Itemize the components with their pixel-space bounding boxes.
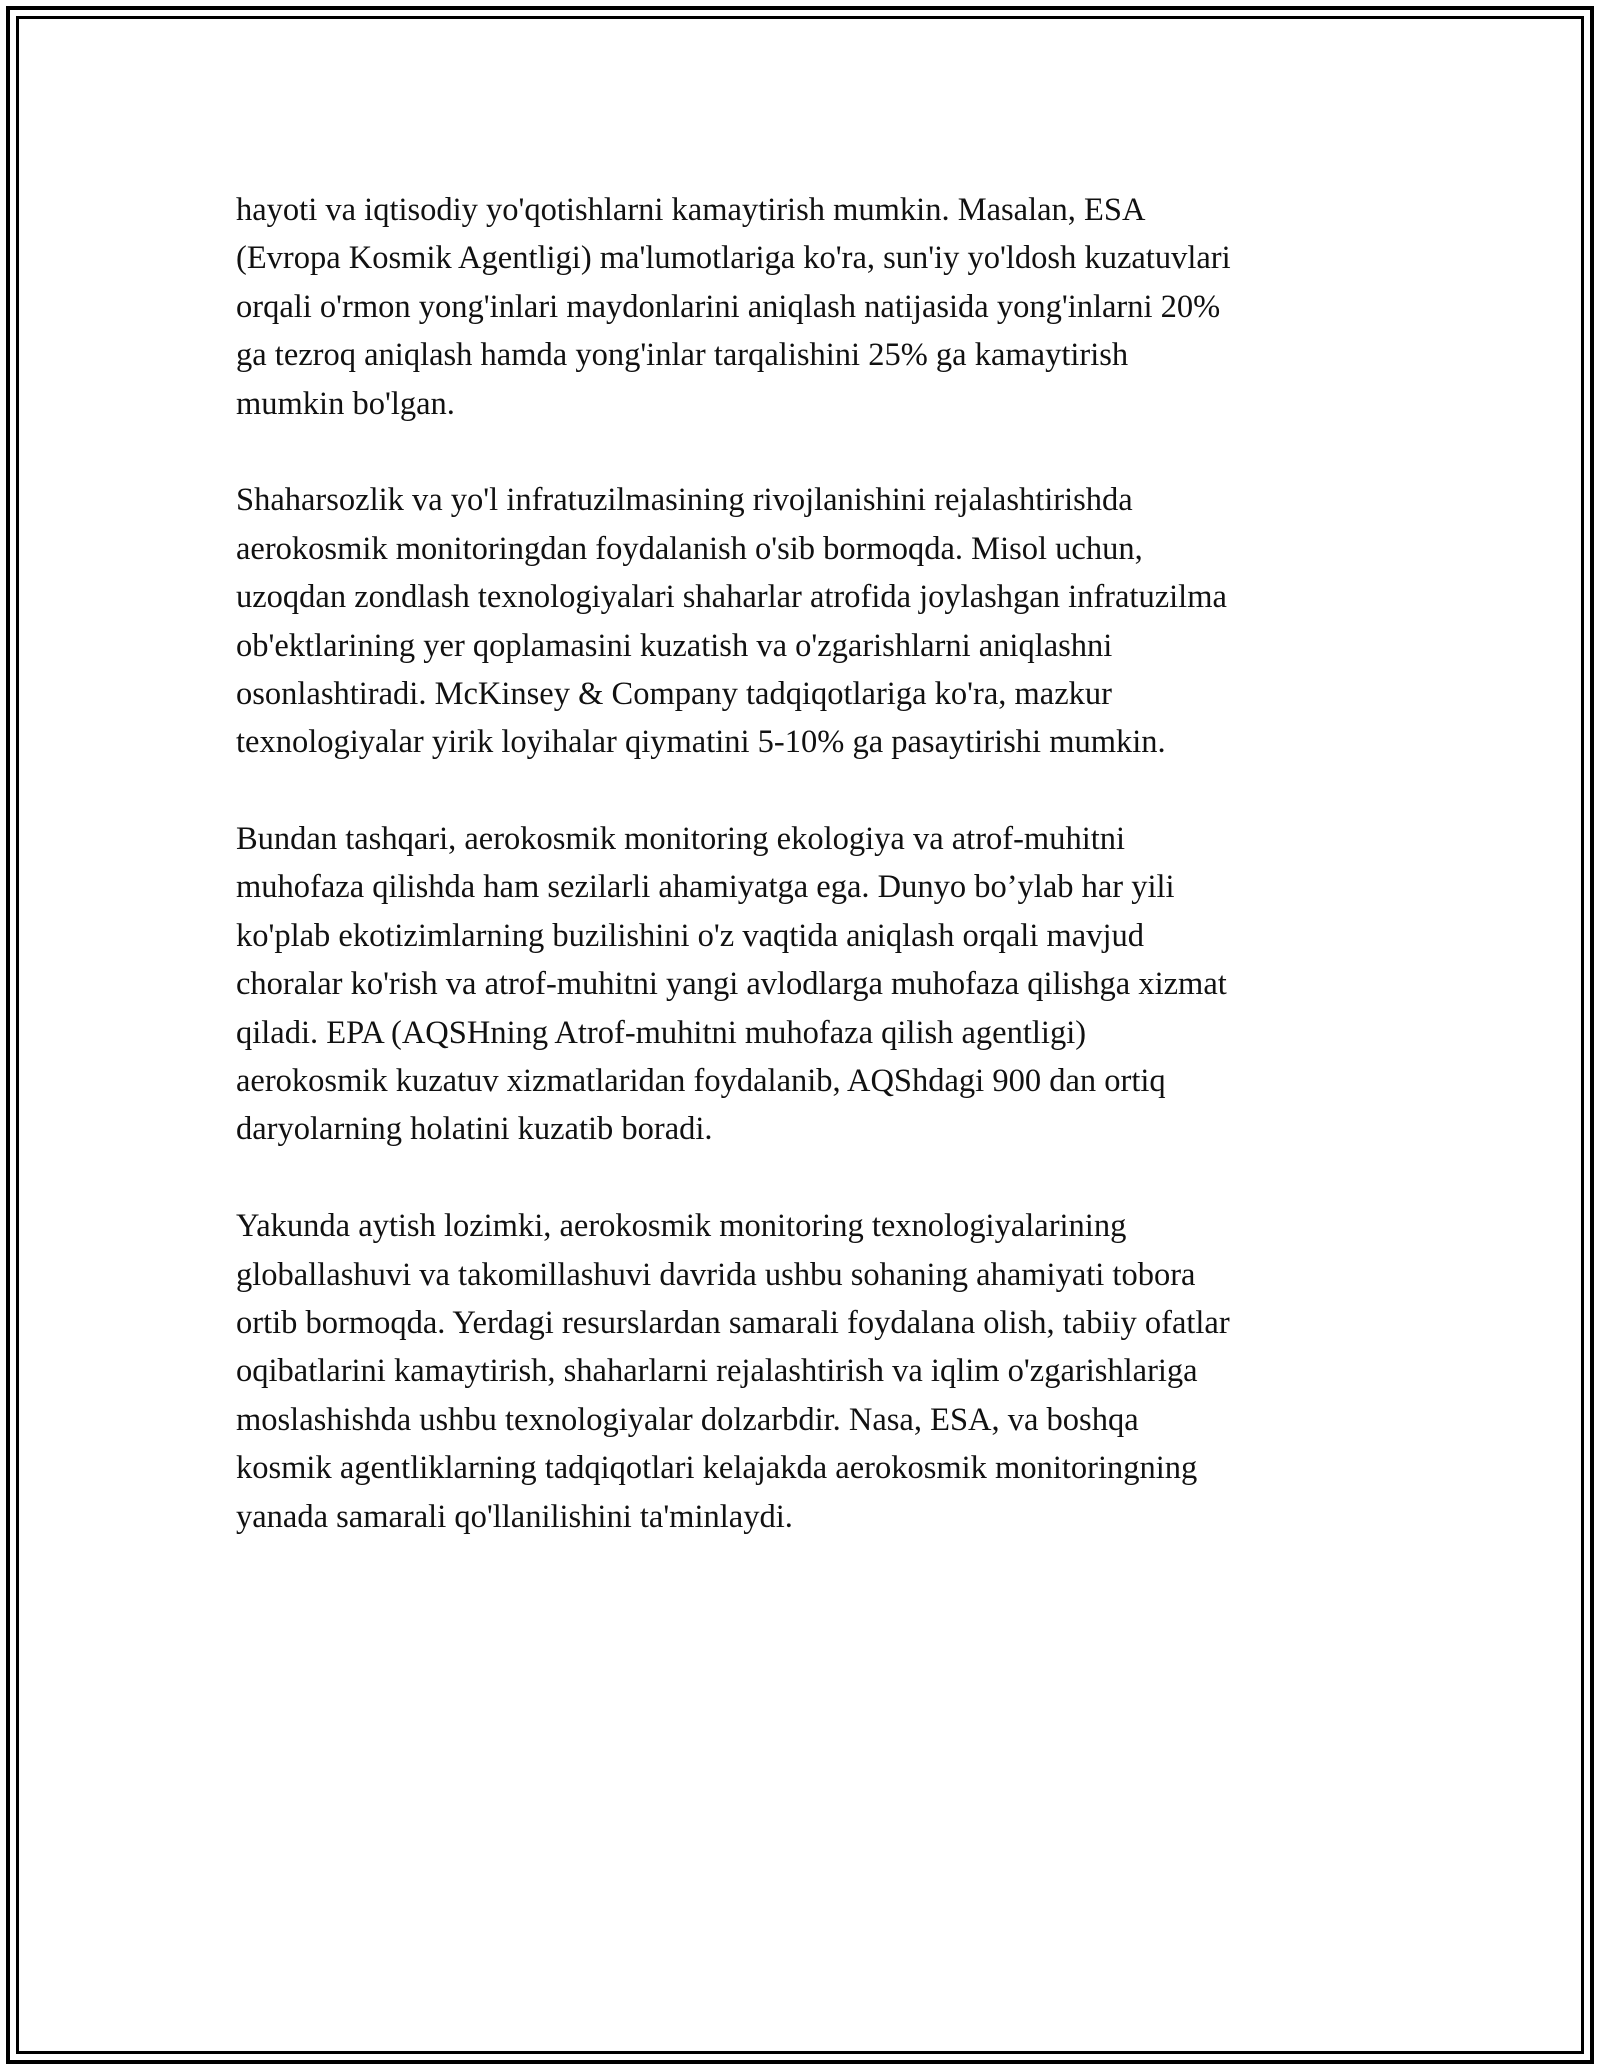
document-body [236,186,1386,1541]
text-line: orqali o'rmon yong'inlari maydonlarini aniqlash natijasida yong'inlarni 20% [236,288,1221,325]
text-line: aerokosmik kuzatuv xizmatlaridan foydalanib, AQShdagi 900 dan ortiq [236,1063,1166,1100]
text-line: kosmik agentliklarning tadqiqotlari kelajakda aerokosmik monitoringning [236,1450,1198,1487]
text-line: choralar ko'rish va atrof-muhitni yangi avlodlarga muhofaza qilishga xizmat [236,966,1227,1003]
text-line: Shaharsozlik va yo'l infratuzilmasining rivojlanishini rejalashtirishda [236,482,1133,519]
text-line: aerokosmik monitoringdan foydalanish o'sib bormoqda. Misol uchun, [236,530,1143,567]
text-line: Yakunda aytish lozimki, aerokosmik monitoring texnologiyalarining [236,1208,1127,1245]
paragraph-gap [236,1154,1386,1202]
text-line: moslashishda ushbu texnologiyalar dolzarbdir. Nasa, ESA, va boshqa [236,1401,1139,1438]
text-line: osonlashtiradi. McKinsey & Company tadqiqotlariga ko'ra, mazkur [236,675,1112,712]
text-line: mumkin bo'lgan. [236,385,455,422]
paragraph-1 [236,186,1386,428]
text-line: daryolarning holatini kuzatib boradi. [236,1111,713,1148]
paragraph-4 [236,1202,1386,1541]
text-line: ortib bormoqda. Yerdagi resurslardan samarali foydalana olish, tabiiy ofatlar [236,1304,1230,1341]
text-line: globallashuvi va takomillashuvi davrida ushbu sohaning ahamiyati tobora [236,1256,1196,1293]
text-line: qiladi. EPA (AQSHning Atrof-muhitni muhofaza qilish agentligi) [236,1014,1087,1051]
text-line: ko'plab ekotizimlarning buzilishini o'z vaqtida aniqlash orqali mavjud [236,917,1144,954]
text-line: ga tezroq aniqlash hamda yong'inlar tarqalishini 25% ga kamaytirish [236,337,1129,374]
paragraph-gap [236,428,1386,476]
text-line: yanada samarali qo'llanilishini ta'minlaydi. [236,1498,793,1535]
text-line: Bundan tashqari, aerokosmik monitoring ekologiya va atrof-muhitni [236,821,1126,858]
paragraph-gap [236,767,1386,815]
text-line: muhofaza qilishda ham sezilarli ahamiyatga ega. Dunyo bo’ylab har yili [236,869,1175,906]
text-line: uzoqdan zondlash texnologiyalari shaharlar atrofida joylashgan infratuzilma [236,579,1227,616]
text-line: texnologiyalar yirik loyihalar qiymatini 5-10% ga pasaytirishi mumkin. [236,724,1166,761]
text-line: oqibatlarini kamaytirish, shaharlarni rejalashtirish va iqlim o'zgarishlariga [236,1353,1198,1390]
text-line: (Evropa Kosmik Agentligi) ma'lumotlariga ko'ra, sun'iy yo'ldosh kuzatuvlari [236,240,1231,277]
text-line: ob'ektlarining yer qoplamasini kuzatish va o'zgarishlarni aniqlashni [236,627,1113,664]
paragraph-3 [236,815,1386,1154]
text-line: hayoti va iqtisodiy yo'qotishlarni kamaytirish mumkin. Masalan, ESA [236,192,1146,228]
paragraph-2 [236,476,1386,766]
